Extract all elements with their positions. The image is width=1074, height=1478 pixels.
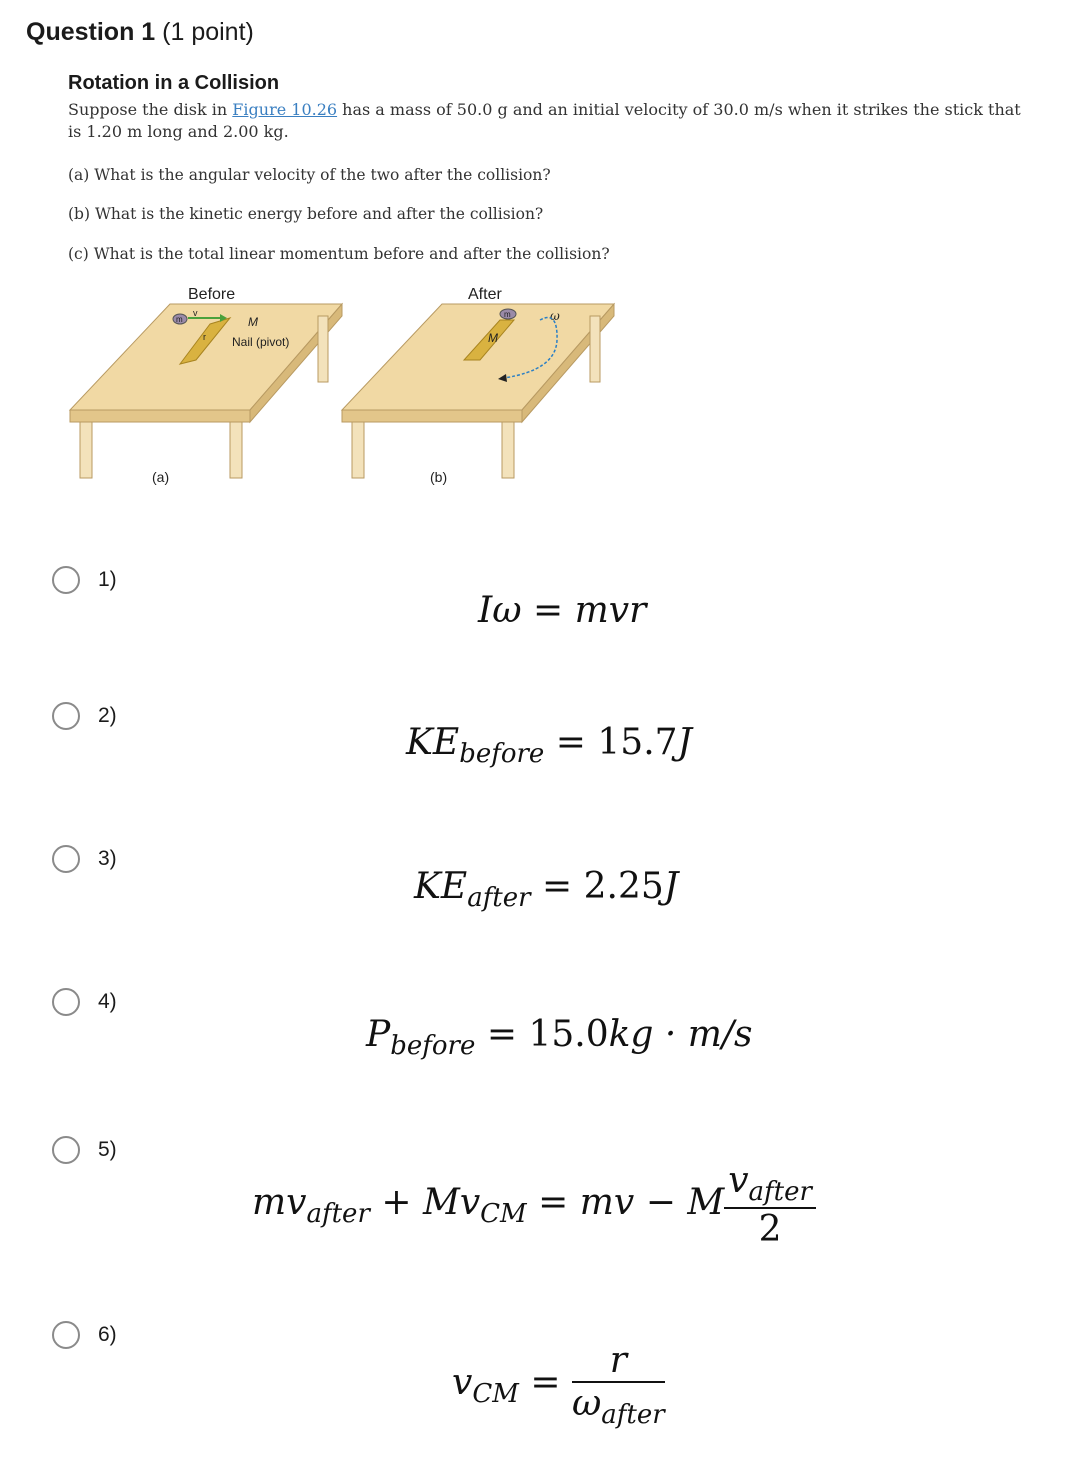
f5-term1: mv [252,1182,307,1223]
option-label-2: 2) [98,704,117,727]
radio-button-1[interactable] [52,566,80,594]
part-b: (b) What is the kinetic energy before and after the collision? [68,205,544,223]
m-label-b: m [504,310,511,319]
formula-4 [366,1014,753,1061]
panel-b-label: (b) [430,469,448,485]
question-number: Question 1 [26,18,156,46]
f5-term4: M [687,1182,725,1223]
problem-block [68,72,1028,263]
formula-3 [414,866,678,913]
f5-term2: Mv [422,1182,481,1223]
formula-6 [452,1340,665,1430]
omega-label: ω [550,309,560,323]
v-label: v [193,308,198,318]
before-label: Before [188,286,236,303]
problem-text-end: has a mass of 50.0 g and an initial velocity of 30.0 m/s when it strikes the stick that is 1.20 m long and 2.00 kg. [68,100,1021,141]
problem-heading: Rotation in a Collision [68,72,280,94]
f6-denominator [572,1383,665,1430]
r-label: r [203,332,206,342]
f4-value: 15.0 [528,1014,609,1055]
f6-eq: = [530,1362,561,1403]
f6-fraction [572,1340,665,1430]
f3-base: KE [414,866,468,907]
f1-rhs: mvr [574,590,647,631]
f3-eq: = [542,866,573,907]
f5-eq: = [538,1182,569,1223]
figure-link[interactable]: Figure 10.26 [232,100,338,119]
part-c: (c) What is the total linear momentum before and after the collision? [68,245,610,263]
f6-den-sub: after [601,1400,665,1430]
option-label-5: 5) [98,1138,117,1161]
f4-base: P [366,1014,391,1055]
f2-unit: J [677,722,692,763]
formula-1 [478,590,646,631]
f3-sub: after [467,883,531,913]
f5-num-base: v [728,1160,749,1201]
nail-label: Nail (pivot) [232,335,290,349]
f5-numerator [724,1160,816,1209]
collision-figure [60,282,640,502]
f5-term1-sub: after [306,1199,370,1229]
f2-eq: = [555,722,586,763]
f5-plus: + [381,1182,412,1223]
f2-base: KE [406,722,460,763]
f3-value: 2.25 [583,866,664,907]
question-points: (1 point) [162,18,254,46]
formula-2 [406,722,692,769]
f1-eq: = [533,590,564,631]
formula-5 [252,1160,816,1250]
f5-denominator: 2 [758,1209,782,1250]
option-label-6: 6) [98,1323,117,1346]
f6-lhs: v [452,1362,473,1403]
f6-den-base: ω [571,1383,602,1424]
table-a [70,304,342,485]
after-label: After [468,286,502,303]
f3-unit: J [663,866,679,907]
radio-button-4[interactable] [52,988,80,1016]
f5-fraction [724,1160,816,1250]
option-label-4: 4) [98,990,117,1013]
option-label-3: 3) [98,847,117,870]
f5-num-sub: after [748,1177,812,1207]
f5-term2-sub: CM [480,1199,527,1229]
f5-term3: mv [579,1182,635,1223]
radio-button-6[interactable] [52,1321,80,1349]
radio-button-2[interactable] [52,702,80,730]
radio-button-5[interactable] [52,1136,80,1164]
f2-value: 15.7 [597,722,678,763]
panel-a-label: (a) [152,469,170,485]
f1-lhs: Iω [478,590,522,631]
table-b [342,304,614,485]
option-label-1: 1) [98,568,117,591]
M-label-a: M [248,315,258,329]
f4-sub: before [390,1031,476,1061]
f4-unit: kg · m/s [608,1014,753,1055]
problem-text-start: Suppose the disk in [68,100,233,119]
f4-eq: = [486,1014,517,1055]
M-label-b: M [488,331,498,345]
f6-lhs-sub: CM [472,1379,519,1409]
problem-statement [68,99,1028,143]
question-title [26,18,254,47]
radio-button-3[interactable] [52,845,80,873]
f6-numerator: r [572,1340,665,1383]
part-a: (a) What is the angular velocity of the two after the collision? [68,166,551,184]
f5-minus: − [645,1182,676,1223]
m-label-a: m [176,315,183,324]
f2-sub: before [459,739,545,769]
